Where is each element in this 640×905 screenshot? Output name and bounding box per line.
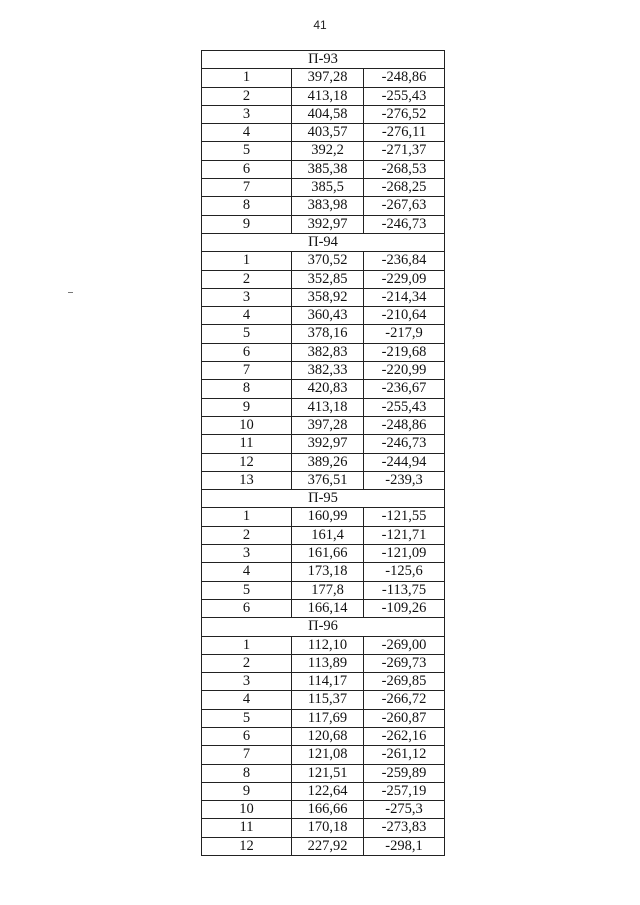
x-coordinate-cell: 173,18 (292, 563, 364, 581)
table-row (202, 563, 445, 581)
x-coordinate-cell: 113,89 (292, 654, 364, 672)
x-coordinate-cell: 114,17 (292, 673, 364, 691)
table-row (202, 654, 445, 672)
point-number-cell: 12 (202, 837, 292, 855)
y-coordinate-cell: -276,11 (364, 124, 445, 142)
x-coordinate-cell: 166,14 (292, 599, 364, 617)
point-number-cell: 2 (202, 654, 292, 672)
x-coordinate-cell: 170,18 (292, 819, 364, 837)
x-coordinate-cell: 117,69 (292, 709, 364, 727)
x-coordinate-cell: 404,58 (292, 105, 364, 123)
y-coordinate-cell: -219,68 (364, 343, 445, 361)
x-coordinate-cell: 385,38 (292, 160, 364, 178)
point-number-cell: 1 (202, 69, 292, 87)
y-coordinate-cell: -248,86 (364, 69, 445, 87)
x-coordinate-cell: 392,97 (292, 435, 364, 453)
x-coordinate-cell: 112,10 (292, 636, 364, 654)
point-number-cell: 6 (202, 343, 292, 361)
table-row (202, 362, 445, 380)
table-row (202, 325, 445, 343)
x-coordinate-cell: 413,18 (292, 398, 364, 416)
x-coordinate-cell: 177,8 (292, 581, 364, 599)
table-row (202, 197, 445, 215)
y-coordinate-cell: -268,25 (364, 179, 445, 197)
point-number-cell: 3 (202, 105, 292, 123)
point-number-cell: 8 (202, 197, 292, 215)
x-coordinate-cell: 389,26 (292, 453, 364, 471)
point-number-cell: 7 (202, 179, 292, 197)
coordinates-table-body (202, 51, 445, 856)
table-row (202, 380, 445, 398)
y-coordinate-cell: -276,52 (364, 105, 445, 123)
scan-mark (68, 292, 73, 293)
y-coordinate-cell: -248,86 (364, 416, 445, 434)
point-number-cell: 9 (202, 215, 292, 233)
coordinates-table (201, 50, 445, 856)
y-coordinate-cell: -259,89 (364, 764, 445, 782)
y-coordinate-cell: -266,72 (364, 691, 445, 709)
y-coordinate-cell: -273,83 (364, 819, 445, 837)
table-row (202, 270, 445, 288)
y-coordinate-cell: -246,73 (364, 435, 445, 453)
table-row (202, 343, 445, 361)
table-row (202, 160, 445, 178)
point-number-cell: 5 (202, 325, 292, 343)
y-coordinate-cell: -214,34 (364, 288, 445, 306)
x-coordinate-cell: 160,99 (292, 508, 364, 526)
x-coordinate-cell: 360,43 (292, 307, 364, 325)
x-coordinate-cell: 161,4 (292, 526, 364, 544)
y-coordinate-cell: -275,3 (364, 801, 445, 819)
x-coordinate-cell: 161,66 (292, 545, 364, 563)
table-row (202, 435, 445, 453)
point-number-cell: 3 (202, 288, 292, 306)
table-row (202, 545, 445, 563)
y-coordinate-cell: -236,84 (364, 252, 445, 270)
y-coordinate-cell: -239,3 (364, 471, 445, 489)
x-coordinate-cell: 397,28 (292, 69, 364, 87)
point-number-cell: 5 (202, 142, 292, 160)
point-number-cell: 3 (202, 545, 292, 563)
group-title: П-94 (202, 233, 445, 251)
table-row (202, 453, 445, 471)
table-row (202, 69, 445, 87)
point-number-cell: 5 (202, 709, 292, 727)
y-coordinate-cell: -125,6 (364, 563, 445, 581)
y-coordinate-cell: -217,9 (364, 325, 445, 343)
group-title: П-96 (202, 618, 445, 636)
table-row (202, 398, 445, 416)
table-row (202, 87, 445, 105)
table-row (202, 124, 445, 142)
table-row (202, 801, 445, 819)
x-coordinate-cell: 122,64 (292, 782, 364, 800)
point-number-cell: 8 (202, 764, 292, 782)
table-row (202, 179, 445, 197)
point-number-cell: 1 (202, 636, 292, 654)
point-number-cell: 2 (202, 87, 292, 105)
point-number-cell: 7 (202, 362, 292, 380)
y-coordinate-cell: -298,1 (364, 837, 445, 855)
y-coordinate-cell: -260,87 (364, 709, 445, 727)
table-row (202, 746, 445, 764)
x-coordinate-cell: 383,98 (292, 197, 364, 215)
x-coordinate-cell: 420,83 (292, 380, 364, 398)
point-number-cell: 10 (202, 416, 292, 434)
y-coordinate-cell: -109,26 (364, 599, 445, 617)
table-row (202, 727, 445, 745)
table-row (202, 581, 445, 599)
point-number-cell: 4 (202, 307, 292, 325)
point-number-cell: 5 (202, 581, 292, 599)
x-coordinate-cell: 370,52 (292, 252, 364, 270)
y-coordinate-cell: -268,53 (364, 160, 445, 178)
point-number-cell: 6 (202, 160, 292, 178)
y-coordinate-cell: -262,16 (364, 727, 445, 745)
y-coordinate-cell: -121,55 (364, 508, 445, 526)
point-number-cell: 11 (202, 819, 292, 837)
x-coordinate-cell: 121,51 (292, 764, 364, 782)
table-row (202, 416, 445, 434)
table-row (202, 837, 445, 855)
table-row (202, 526, 445, 544)
table-row (202, 215, 445, 233)
x-coordinate-cell: 382,83 (292, 343, 364, 361)
y-coordinate-cell: -255,43 (364, 87, 445, 105)
y-coordinate-cell: -269,85 (364, 673, 445, 691)
x-coordinate-cell: 378,16 (292, 325, 364, 343)
point-number-cell: 9 (202, 398, 292, 416)
y-coordinate-cell: -246,73 (364, 215, 445, 233)
table-row (202, 105, 445, 123)
group-title: П-95 (202, 490, 445, 508)
table-row (202, 252, 445, 270)
x-coordinate-cell: 413,18 (292, 87, 364, 105)
point-number-cell: 8 (202, 380, 292, 398)
x-coordinate-cell: 227,92 (292, 837, 364, 855)
point-number-cell: 9 (202, 782, 292, 800)
y-coordinate-cell: -210,64 (364, 307, 445, 325)
point-number-cell: 2 (202, 526, 292, 544)
group-header-row (202, 490, 445, 508)
group-title: П-93 (202, 51, 445, 69)
y-coordinate-cell: -255,43 (364, 398, 445, 416)
y-coordinate-cell: -271,37 (364, 142, 445, 160)
table-row (202, 673, 445, 691)
table-row (202, 782, 445, 800)
x-coordinate-cell: 121,08 (292, 746, 364, 764)
y-coordinate-cell: -269,73 (364, 654, 445, 672)
table-row (202, 307, 445, 325)
point-number-cell: 1 (202, 252, 292, 270)
table-row (202, 709, 445, 727)
group-header-row (202, 233, 445, 251)
table-row (202, 599, 445, 617)
x-coordinate-cell: 120,68 (292, 727, 364, 745)
table-row (202, 819, 445, 837)
y-coordinate-cell: -236,67 (364, 380, 445, 398)
y-coordinate-cell: -220,99 (364, 362, 445, 380)
point-number-cell: 6 (202, 599, 292, 617)
table-row (202, 471, 445, 489)
table-row (202, 142, 445, 160)
table-row (202, 764, 445, 782)
point-number-cell: 4 (202, 563, 292, 581)
x-coordinate-cell: 382,33 (292, 362, 364, 380)
x-coordinate-cell: 376,51 (292, 471, 364, 489)
y-coordinate-cell: -261,12 (364, 746, 445, 764)
point-number-cell: 4 (202, 691, 292, 709)
point-number-cell: 3 (202, 673, 292, 691)
table-row (202, 636, 445, 654)
x-coordinate-cell: 397,28 (292, 416, 364, 434)
y-coordinate-cell: -267,63 (364, 197, 445, 215)
point-number-cell: 7 (202, 746, 292, 764)
point-number-cell: 2 (202, 270, 292, 288)
y-coordinate-cell: -269,00 (364, 636, 445, 654)
page-number: 41 (313, 18, 327, 32)
point-number-cell: 4 (202, 124, 292, 142)
x-coordinate-cell: 352,85 (292, 270, 364, 288)
table-row (202, 691, 445, 709)
point-number-cell: 13 (202, 471, 292, 489)
table-row (202, 508, 445, 526)
y-coordinate-cell: -244,94 (364, 453, 445, 471)
x-coordinate-cell: 403,57 (292, 124, 364, 142)
y-coordinate-cell: -113,75 (364, 581, 445, 599)
table-row (202, 288, 445, 306)
point-number-cell: 1 (202, 508, 292, 526)
x-coordinate-cell: 115,37 (292, 691, 364, 709)
point-number-cell: 12 (202, 453, 292, 471)
y-coordinate-cell: -257,19 (364, 782, 445, 800)
point-number-cell: 10 (202, 801, 292, 819)
x-coordinate-cell: 358,92 (292, 288, 364, 306)
y-coordinate-cell: -229,09 (364, 270, 445, 288)
y-coordinate-cell: -121,71 (364, 526, 445, 544)
x-coordinate-cell: 392,2 (292, 142, 364, 160)
group-header-row (202, 51, 445, 69)
point-number-cell: 11 (202, 435, 292, 453)
x-coordinate-cell: 392,97 (292, 215, 364, 233)
group-header-row (202, 618, 445, 636)
y-coordinate-cell: -121,09 (364, 545, 445, 563)
x-coordinate-cell: 166,66 (292, 801, 364, 819)
point-number-cell: 6 (202, 727, 292, 745)
x-coordinate-cell: 385,5 (292, 179, 364, 197)
